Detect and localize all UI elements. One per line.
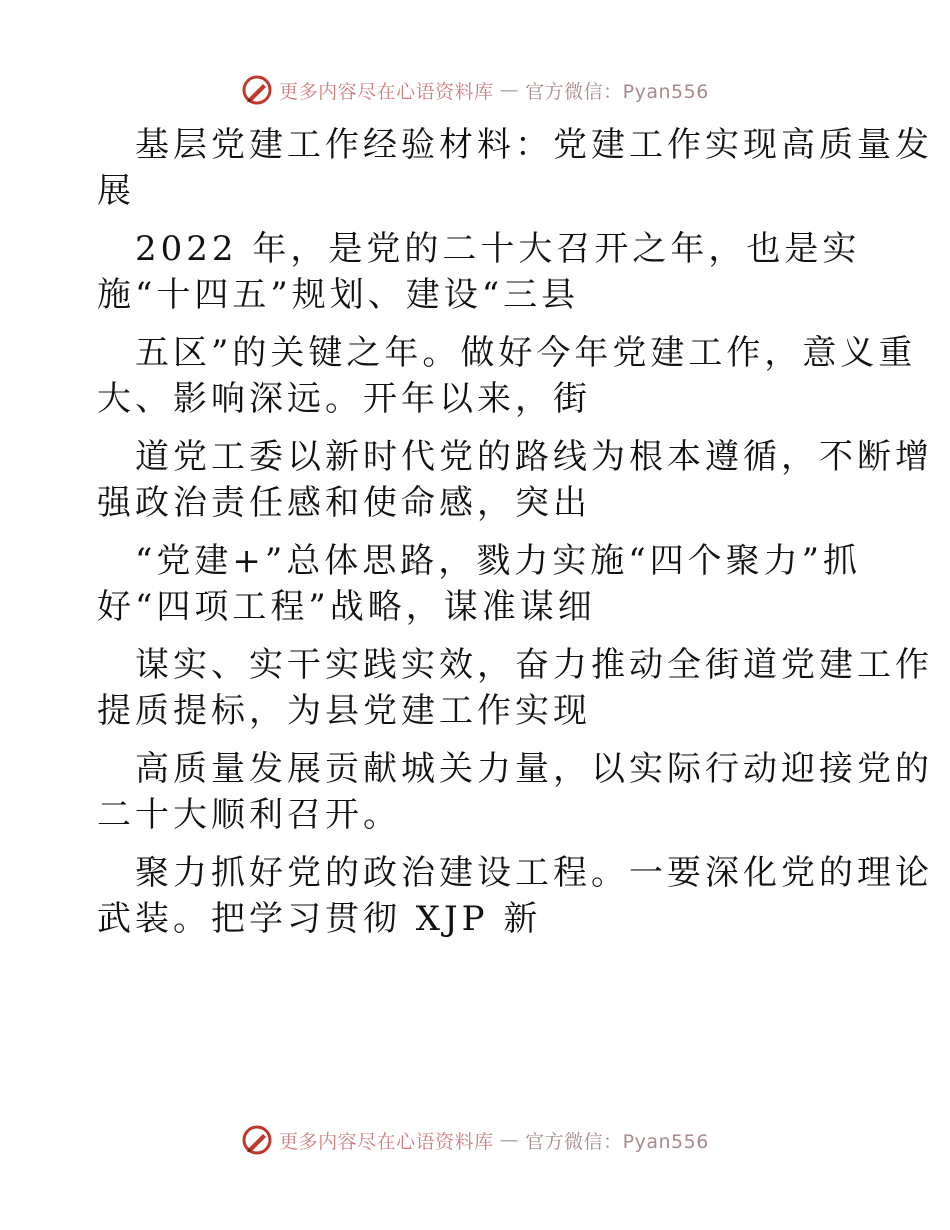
paragraph: [97, 746, 933, 838]
paragraph-line: 2022 年，是党的二十大召开之年，也是实: [135, 229, 861, 269]
document-body: [97, 122, 933, 942]
paragraph: [97, 434, 933, 526]
watermark-contact: 官方微信：Pyan556: [525, 1130, 709, 1153]
watermark-contact: 官方微信：Pyan556: [525, 80, 709, 103]
paragraph: [97, 226, 861, 318]
pen-logo-icon: [241, 74, 273, 106]
paragraph-line: 武装。把学习贯彻 XJP 新: [97, 899, 542, 939]
header-watermark: [0, 74, 950, 106]
paragraph-line: 二十大顺利召开。: [97, 795, 401, 835]
paragraph-line: 高质量发展贡献城关力量，以实际行动迎接党的: [135, 749, 933, 789]
watermark-separator: —: [499, 79, 520, 101]
paragraph-line: 五区”的关键之年。做好今年党建工作，意义重: [135, 333, 917, 373]
watermark-separator: —: [499, 1129, 520, 1151]
paragraph: [97, 850, 933, 942]
paragraph: [97, 330, 917, 422]
paragraph-line: 道党工委以新时代党的路线为根本遵循，不断增: [135, 437, 933, 477]
paragraph-line: 聚力抓好党的政治建设工程。一要深化党的理论: [135, 853, 933, 893]
watermark-brand: 更多内容尽在心语资料库: [279, 1130, 494, 1153]
paragraph-line: 大、影响深远。开年以来，街: [97, 379, 591, 419]
paragraph-line: 强政治责任感和使命感，突出: [97, 483, 591, 523]
paragraph-line: 施“十四五”规划、建设“三县: [97, 275, 580, 315]
paragraph-line: 提质提标，为县党建工作实现: [97, 691, 591, 731]
title-line-2: 展: [97, 171, 135, 211]
document-title: [97, 122, 933, 214]
paragraph: [97, 538, 862, 630]
title-line-1: 基层党建工作经验材料：党建工作实现高质量发: [135, 125, 933, 165]
watermark-brand: 更多内容尽在心语资料库: [279, 80, 494, 103]
paragraph-line: “党建+”总体思路，戮力实施“四个聚力”抓: [135, 541, 862, 581]
pen-logo-icon: [241, 1124, 273, 1156]
paragraph: [97, 642, 933, 734]
paragraph-line: 谋实、实干实践实效，奋力推动全街道党建工作: [135, 645, 933, 685]
footer-watermark: [0, 1124, 950, 1156]
paragraph-line: 好“四项工程”战略，谋准谋细: [97, 587, 596, 627]
